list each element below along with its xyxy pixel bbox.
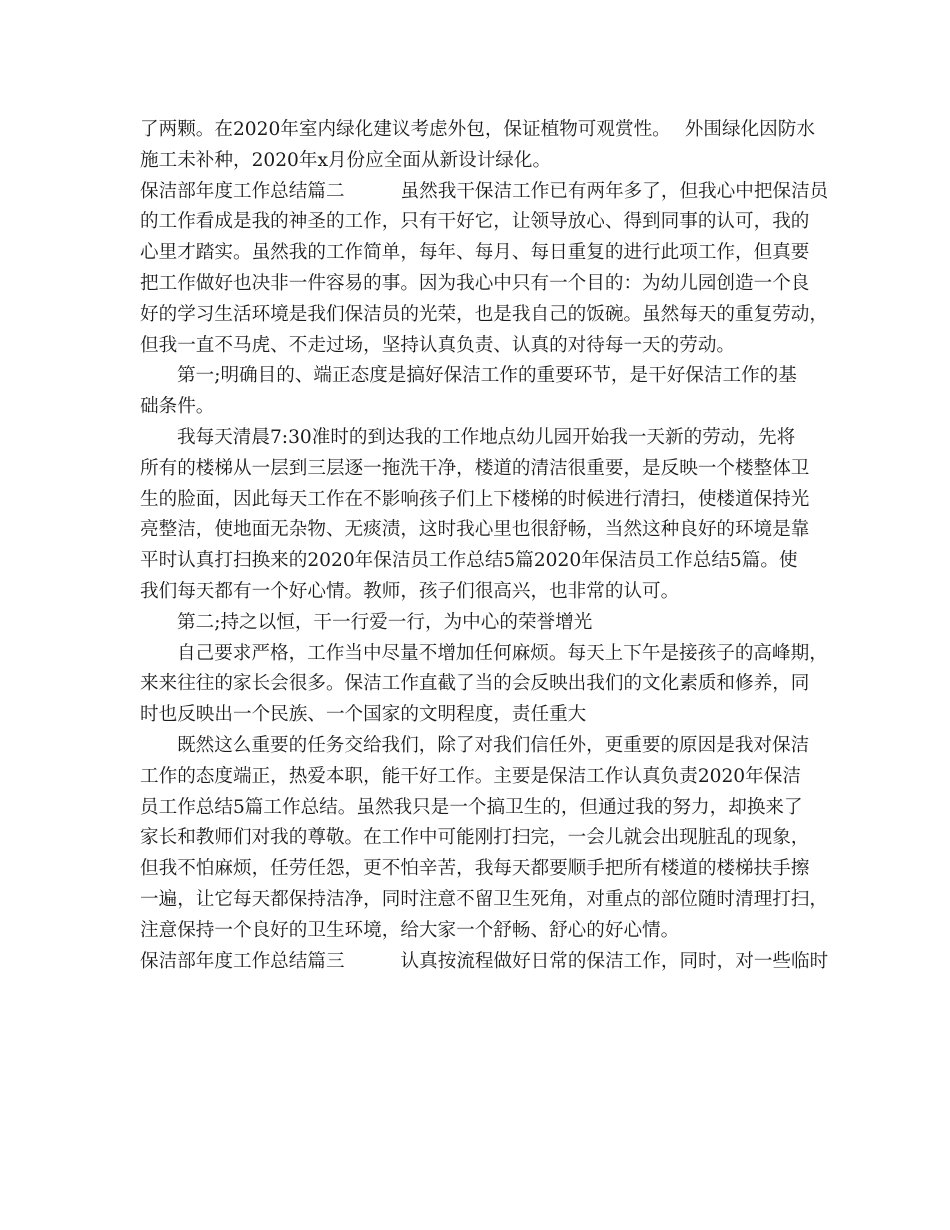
text-line: 我每天清晨7:30准时的到达我的工作地点幼儿园开始我一天新的劳动，先将 [177,426,796,448]
text-line: 自己要求严格，工作当中尽量不增加任何麻烦。每天上下午是接孩子的高峰期， [177,642,828,664]
text-segment: 认真按流程做好日常的保洁工作，同时，对一些临时 [400,950,829,972]
section-heading-line [140,947,829,978]
text-segment: 外围绿化因防水 [684,119,815,140]
text-line: 把工作做好也决非一件容易的事。因为我心中只有一个目的：为幼儿园创造一个良 [140,272,810,294]
text-line: 家长和教师们对我的尊敬。在工作中可能刚打扫完，一会儿就会出现脏乱的现象， [140,827,810,849]
text-line [140,115,820,146]
text-line: 来来往往的家长会很多。保洁工作直截了当的会反映出我们的文化素质和修养，同 [140,673,810,695]
text-line: 平时认真打扫换来的2020年保洁员工作总结5篇2020年保洁员工作总结5篇。使 [140,550,798,572]
text-line: 础条件。 [140,396,215,418]
text-line: 我们每天都有一个好心情。教师，孩子们很高兴，也非常的认可。 [140,580,680,602]
text-line: 员工作总结5篇工作总结。虽然我只是一个搞卫生的，但通过我的努力，却换来了 [140,796,803,818]
text-line: 所有的楼梯从一层到三层逐一拖洗干净，楼道的清洁很重要，是反映一个楼整体卫 [140,457,810,479]
text-line: 时也反映出一个民族、一个国家的文明程度，责任重大 [140,704,587,726]
text-line: 心里才踏实。虽然我的工作简单，每年、每月、每日重复的进行此项工作，但真要 [140,242,810,264]
text-line: 第一;明确目的、端正态度是搞好保洁工作的重要环节，是干好保洁工作的基 [177,365,797,387]
section-heading-line [140,177,829,208]
text-line: 施工未补种，2020年x月份应全面从新设计绿化。 [140,149,552,171]
document-body [140,115,829,977]
text-line: 但我不怕麻烦，任劳任怨，更不怕辛苦，我每天都要顺手把所有楼道的楼梯扶手擦 [140,858,810,880]
text-line: 生的脸面，因此每天工作在不影响孩子们上下楼梯的时候进行清扫，使楼道保持光 [140,488,810,510]
text-line: 既然这么重要的任务交给我们，除了对我们信任外，更重要的原因是我对保洁 [177,734,810,756]
text-line: 的工作看成是我的神圣的工作，只有干好它，让领导放心、得到同事的认可，我的 [140,211,810,233]
text-line: 一遍，让它每天都保持洁净，同时注意不留卫生死角，对重点的部位随时清理打扫， [140,888,828,910]
section-heading: 保洁部年度工作总结篇二 [140,180,345,202]
text-segment: 虽然我干保洁工作已有两年多了，但我心中把保洁员 [400,180,829,202]
text-line: 注意保持一个良好的卫生环境，给大家一个舒畅、舒心的好心情。 [140,919,680,941]
section-heading: 保洁部年度工作总结篇三 [140,950,345,972]
text-line: 但我一直不马虎、不走过场，坚持认真负责、认真的对待每一天的劳动。 [140,334,736,356]
text-line: 第二;持之以恒，干一行爱一行，为中心的荣誉增光 [177,611,593,633]
text-line: 工作的态度端正，热爱本职，能干好工作。主要是保洁工作认真负责2020年保洁 [140,765,801,787]
text-line: 好的学习生活环境是我们保洁员的光荣，也是我自己的饭碗。虽然每天的重复劳动， [140,303,828,325]
text-line: 亮整洁，使地面无杂物、无痰渍，这时我心里也很舒畅，当然这种良好的环境是靠 [140,519,810,541]
text-segment: 了两颗。在2020年室内绿化建议考虑外包，保证植物可观赏性。 [140,119,671,140]
